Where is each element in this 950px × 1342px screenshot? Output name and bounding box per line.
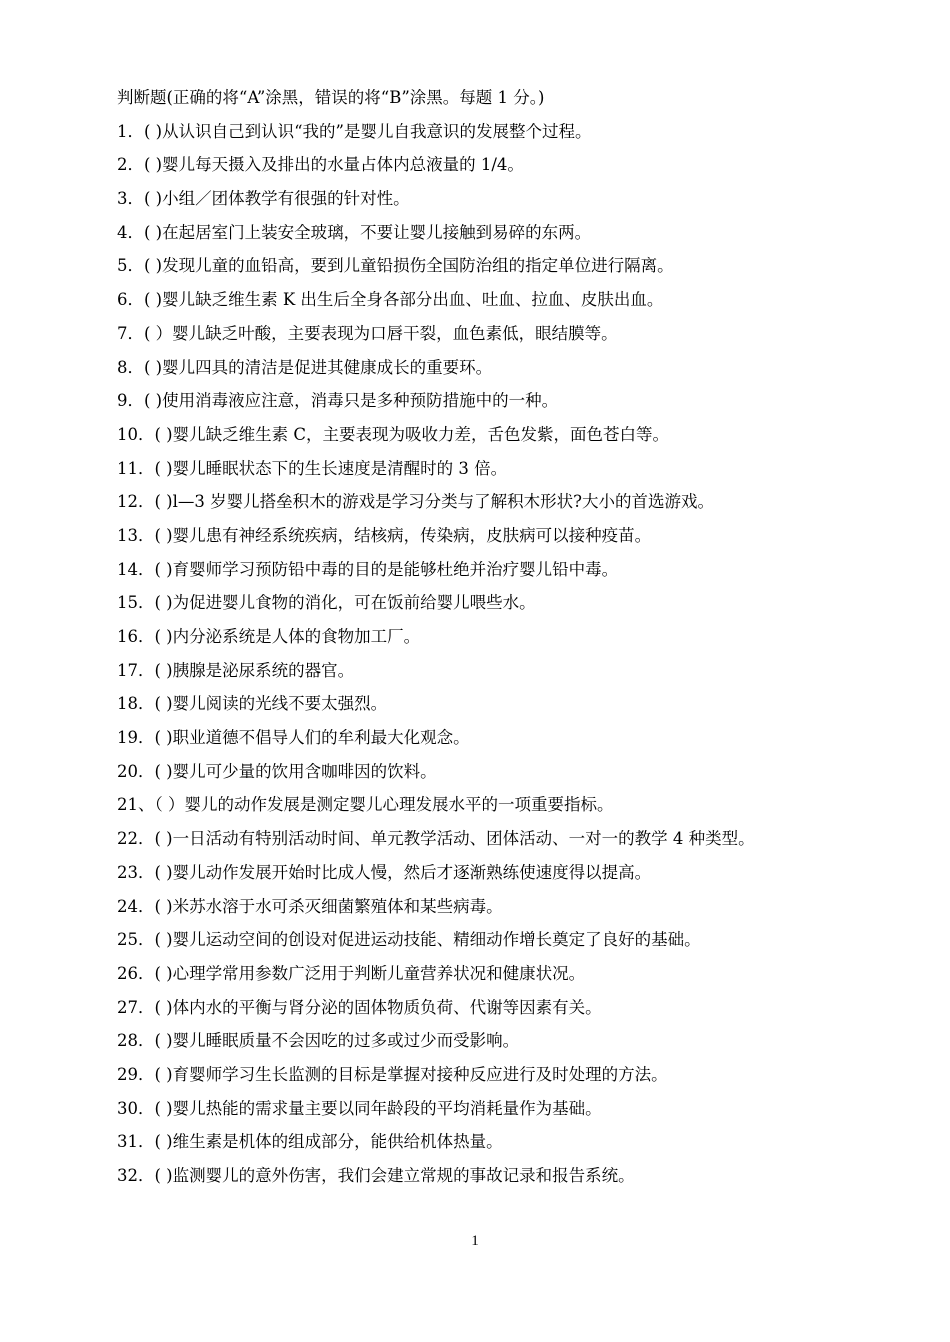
question-12: 12．( )l—3 岁婴儿搭垒积木的游戏是学习分类与了解积木形状?大小的首选游戏。 — [117, 492, 714, 512]
question-7: 7．( ）婴儿缺乏叶酸，主要表现为口唇干裂，血色素低，眼结膜等。 — [117, 323, 618, 343]
question-8: 8．( )婴儿四具的清洁是促进其健康成长的重要环。 — [117, 357, 493, 377]
question-9: 9．( )使用消毒液应注意，消毒只是多种预防措施中的一种。 — [117, 391, 559, 411]
question-15: 15．( )为促进婴儿食物的消化，可在饭前给婴儿喂些水。 — [117, 593, 536, 613]
question-1: 1．( )从认识自己到认识“我的”是婴儿自我意识的发展整个过程。 — [117, 121, 592, 141]
question-30: 30．( )婴儿热能的需求量主要以同年龄段的平均消耗量作为基础。 — [117, 1098, 602, 1118]
question-27: 27．( )体内水的平衡与肾分泌的固体物质负荷、代谢等因素有关。 — [117, 997, 602, 1017]
question-26: 26．( )心理学常用参数广泛用于判断儿童营养状况和健康状况。 — [117, 963, 586, 983]
question-29: 29．( )育婴师学习生长监测的目标是掌握对接种反应进行及时处理的方法。 — [117, 1064, 668, 1084]
question-14: 14．( )育婴师学习预防铅中毒的目的是能够杜绝并治疗婴儿铅中毒。 — [117, 559, 619, 579]
question-18: 18．( )婴儿阅读的光线不要太强烈。 — [117, 694, 388, 714]
question-17: 17．( )胰腺是泌尿系统的器官。 — [117, 660, 355, 680]
question-20: 20．( )婴儿可少量的饮用含咖啡因的饮料。 — [117, 761, 437, 781]
question-10: 10．( )婴儿缺乏维生素 C，主要表现为吸收力差，舌色发紫，面色苍白等。 — [117, 424, 669, 444]
question-6: 6．( )婴儿缺乏维生素 K 出生后全身各部分出血、吐血、拉血、皮肤出血。 — [117, 290, 664, 310]
document-body — [117, 86, 917, 1198]
question-31: 31．( )维生素是机体的组成部分，能供给机体热量。 — [117, 1132, 503, 1152]
question-4: 4．( )在起居室门上装安全玻璃，不要让婴儿接触到易碎的东两。 — [117, 222, 592, 242]
question-23: 23．( )婴儿动作发展开始时比成人慢，然后才逐渐熟练使速度得以提高。 — [117, 862, 652, 882]
question-21: 21、（ ）婴儿的动作发展是测定婴儿心理发展水平的一项重要指标。 — [117, 795, 614, 815]
question-3: 3．( )小组／团体教学有很强的针对性。 — [117, 189, 410, 209]
question-32: 32．( )监测婴儿的意外伤害，我们会建立常规的事故记录和报告系统。 — [117, 1166, 635, 1185]
question-16: 16．( )内分泌系统是人体的食物加工厂。 — [117, 627, 421, 646]
question-28: 28．( )婴儿睡眠质量不会因吃的过多或过少而受影响。 — [117, 1031, 520, 1051]
question-25: 25．( )婴儿运动空间的创设对促进运动技能、精细动作增长奠定了良好的基础。 — [117, 930, 701, 950]
question-22: 22．( )一日活动有特别活动时间、单元教学活动、团体活动、一对一的教学 4 种类型。 — [117, 829, 755, 849]
section-heading: 判断题(正确的将“A”涂黑，错误的将“B”涂黑。每题 1 分。) — [117, 88, 545, 107]
question-2: 2．( )婴儿每天摄入及排出的水量占体内总液量的 1/4。 — [117, 155, 524, 175]
question-5: 5．( )发现儿童的血铅高，要到儿童铅损伤全国防治组的指定单位进行隔离。 — [117, 256, 674, 276]
question-24: 24．( )米苏水溶于水可杀灭细菌繁殖体和某些病毒。 — [117, 896, 503, 916]
question-11: 11．( )婴儿睡眠状态下的生长速度是清醒时的 3 倍。 — [117, 458, 508, 478]
question-19: 19．( )职业道德不倡导人们的牟利最大化观念。 — [117, 728, 470, 748]
page-number: 1 — [471, 1233, 479, 1249]
question-13: 13．( )婴儿患有神经系统疾病，结核病，传染病，皮肤病可以接种疫苗。 — [117, 525, 652, 545]
